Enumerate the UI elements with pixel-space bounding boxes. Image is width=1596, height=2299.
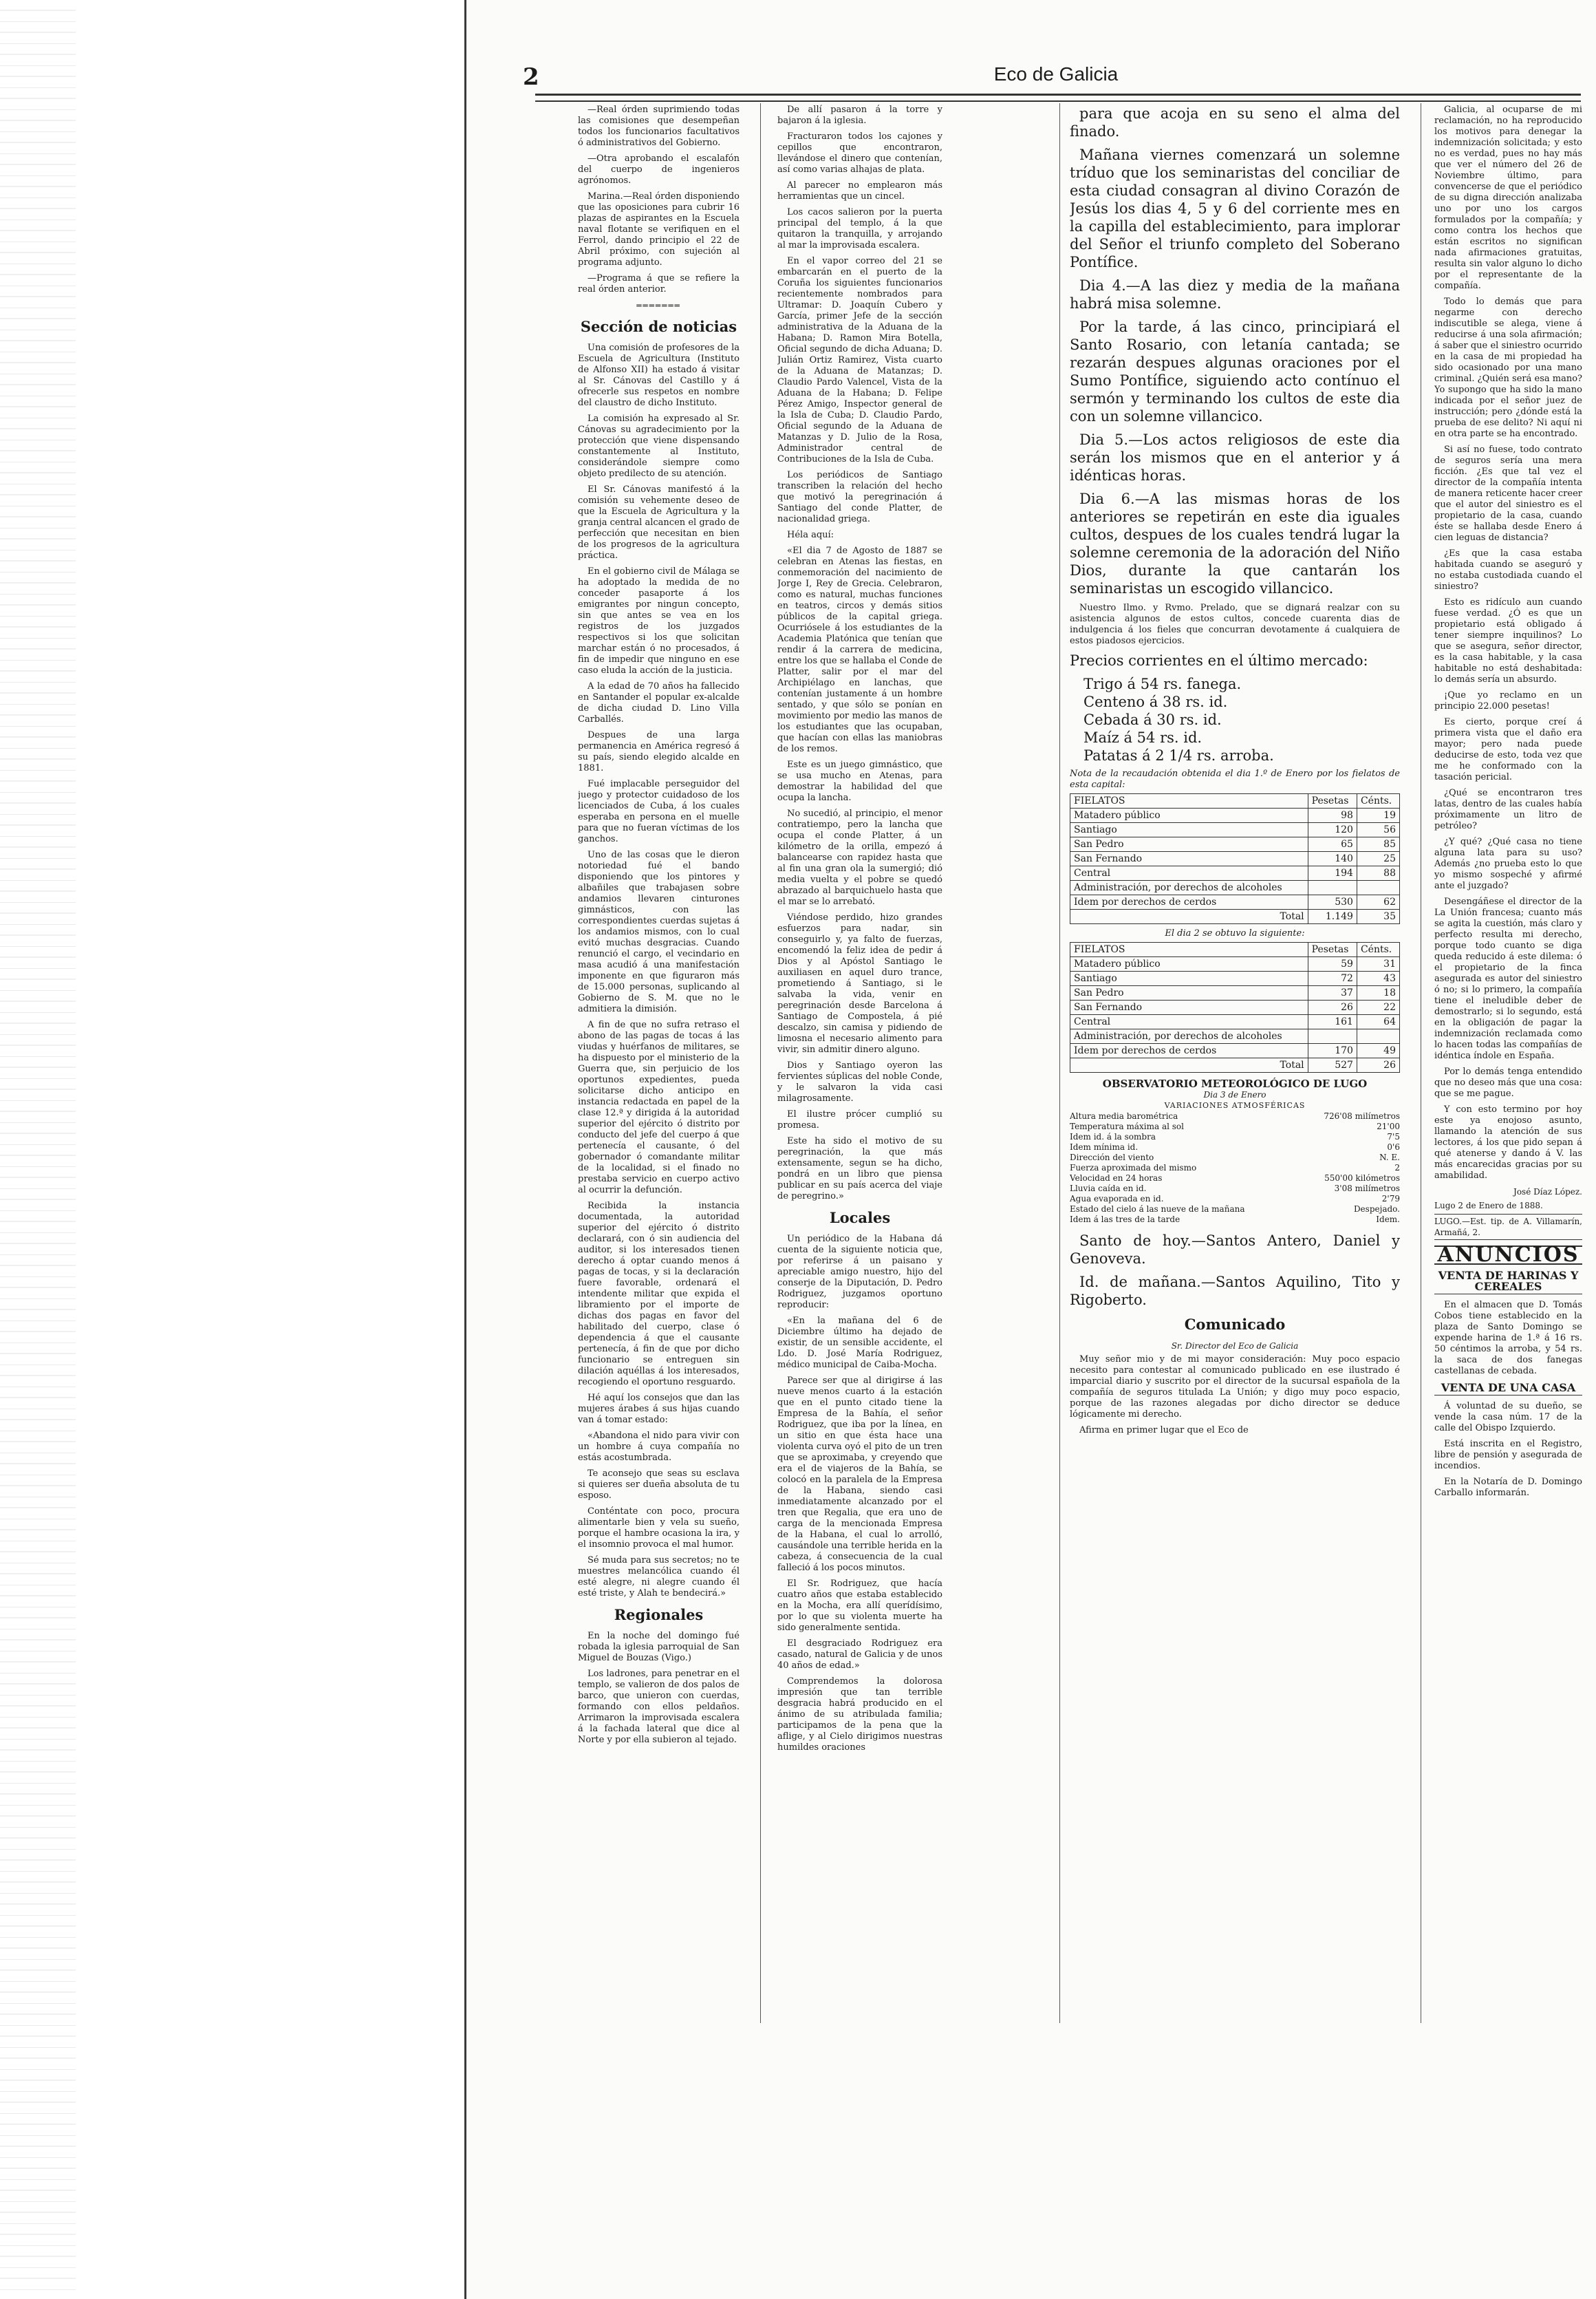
locales-body [777, 1234, 942, 1753]
anuncios-title: ANUNCIOS [1434, 1245, 1582, 1265]
saints-of-day [1070, 1232, 1400, 1309]
paragraph: Afirma en primer lugar que el Eco de [1079, 1425, 1249, 1435]
reading-value: N. E. [1379, 1153, 1400, 1162]
table-cell: 19 [1357, 809, 1399, 823]
ornament-divider: ═══════ [636, 301, 681, 310]
paragraph: De allí pasaron á la torre y bajaron á la iglesia. [777, 105, 942, 126]
observatory-row [1070, 1111, 1400, 1122]
paragraph: Recibida la instancia documentada, la autoridad superior del ejército ó distrito declarará, con ó sin audiencia del auditor, si los interesados tienen derecho á optar cuando menos á pagas de tocas, y si la declaración fuere favorable, ordenará el intendente militar que expida el libramiento por el importe de dichas dos pagas en favor del habilitado del cuerpo, clase ó dependencia á que el causante pertenecía, á fin de que por dicho funcionario se entreguen sin dilación aquéllas á los interesados, recogiendo el oportuno resguardo. [578, 1201, 740, 1387]
table-header: Pesetas [1308, 943, 1357, 957]
prices-title: Precios corrientes en el último mercado: [1070, 652, 1368, 669]
observatory-row [1070, 1173, 1400, 1184]
paragraph: Sé muda para sus secretos; no te muestres melancólica cuando él esté alegre, ni alegre cuando él esté triste, y Alah te bendecirá.» [578, 1555, 740, 1598]
table-cell: 65 [1308, 837, 1357, 852]
table-row [1070, 881, 1400, 895]
paragraph: Está inscrita en el Registro, libre de pensión y asegurada de incendios. [1434, 1439, 1582, 1471]
reading-label: Dirección del viento [1070, 1153, 1154, 1162]
paragraph: En la Notaría de D. Domingo Carballo informarán. [1434, 1477, 1582, 1498]
table-total-row [1070, 910, 1400, 924]
seminary-triduo [1070, 105, 1400, 597]
paragraph: Dia 6.—A las mismas horas de los anteriores se repetirán en este dia iguales cultos, despues de los cuales tendrá lugar la solemne ceremonia de la adoración del Niño Dios, durante la que cantarán los seminaristas un escogido villancico. [1070, 491, 1400, 597]
table-cell: Santiago [1070, 972, 1308, 986]
paragraph: Parece ser que al dirigirse á las nueve menos cuarto á la estación que en el punto citado tiene la Empresa de la Bahía, el señor Rodriguez, que iba por la línea, en un sitio en que ésta hace una violenta curva oyó el pito de un tren que se aproximaba, y creyendo que era el de viajeros de la Bahía, se colocó en la paralela de la Empresa de la Habana, siendo casi inmediatamente alcanzado por el tren que Regalia, que era uno de carga de la mencionada Empresa de la Habana, el cual lo arrolló, causándole una terrible herida en la cabeza, á consecuencia de la cual falleció á los pocos minutos. [777, 1376, 942, 1573]
table-cell: 64 [1357, 1015, 1399, 1029]
column-divider [760, 103, 761, 2023]
santo-manana: Id. de mañana.—Santos Aquilino, Tito y Rigoberto. [1070, 1274, 1400, 1308]
paragraph: Por la tarde, á las cinco, principiará el Santo Rosario, con letanía cantada; se rezarán despues algunas oraciones por el Sumo Pontífice, siguiendo acto contínuo el sermón y terminando los cultos de este dia con un solemne villancico. [1070, 319, 1400, 425]
table-cell [1308, 881, 1357, 895]
paragraph: Por lo demás tenga entendido que no deseo más que una cosa: que se me pague. [1434, 1067, 1582, 1099]
table-cell: San Fernando [1070, 1001, 1308, 1015]
table-row [1070, 1044, 1400, 1058]
table-cell: 170 [1308, 1044, 1357, 1058]
paragraph: Al parecer no emplearon más herramientas que un cincel. [777, 180, 942, 202]
table-header: Pesetas [1308, 794, 1357, 809]
table-cell: 18 [1357, 986, 1399, 1001]
table-row [1070, 895, 1400, 910]
fielatos-note-1: Nota de la recaudación obtenida el dia 1.º de Enero por los fielatos de esta capital: [1070, 769, 1400, 790]
paragraph: «El dia 7 de Agosto de 1887 se celebran en Atenas las fiestas, en conmemoración del nacimiento de Jorge I, Rey de Grecia. Celebraron, como es natural, muchas funciones en teatros, circos y demás sitios públicos de la capital griega. Ocurriósele á los estudiantes de la Academia Platónica que tenían que rendir á la carrera de medicina, entre los que se hallaba el Conde de Platter, salir por el mar del Archipiélago en lanchas, que contenían justamente á un hombre sentado, y que sólo se ponían en movimiento por medio las manos de los estudiantes que las ocupaban, que hacían con ellas las maniobras de los remos. [777, 546, 942, 754]
table-cell: Administración, por derechos de alcoholes [1070, 881, 1308, 895]
paragraph: Despues de una larga permanencia en América regresó á su país, siendo elegido alcalde en 1881. [578, 730, 740, 773]
table-cell: San Pedro [1070, 837, 1308, 852]
fielatos-note-2: El dia 2 se obtuvo la siguiente: [1165, 928, 1305, 939]
table-cell: 72 [1308, 972, 1357, 986]
paragraph: Este es un juego gimnástico, que se usa mucho en Atenas, para demostrar la habilidad del que ocupa la lancha. [777, 760, 942, 803]
paragraph: Conténtate con poco, procura alimentarle bien y vela su sueño, porque el hambre ocasiona la ira, y el insomnio provoca el mal humor. [578, 1506, 740, 1550]
paragraph: El Sr. Rodriguez, que hacía cuatro años que estaba establecido en la Mocha, era allí querídísimo, por lo que su violenta muerte ha sido generalmente sentida. [777, 1579, 942, 1633]
fielatos-table-1 [1070, 793, 1400, 924]
reading-label: Lluvia caída en id. [1070, 1184, 1147, 1193]
table-cell: 62 [1357, 895, 1399, 910]
paragraph: «En la mañana del 6 de Diciembre último ha dejado de existir, de un sensible accidente, el Ldo. D. José María Rodriguez, médico municipal de Caiba-Mocha. [777, 1316, 942, 1370]
scanned-page-edge [0, 0, 76, 2299]
reading-value: 21'00 [1377, 1122, 1400, 1131]
paragraph: Una comisión de profesores de la Escuela de Agricultura (Instituto de Alfonso XII) ha estado á visitar al Sr. Cánovas del Castillo y á ofrecerle sus respetos en nombre del claustro de dicho Instituto. [578, 343, 740, 408]
table-cell: 530 [1308, 895, 1357, 910]
price-item: Centeno á 38 rs. id. [1083, 694, 1228, 710]
table-cell: 37 [1308, 986, 1357, 1001]
paragraph: El Sr. Cánovas manifestó á la comisión su vehemente deseo de que la Escuela de Agricultura y la granja central alcancen el grado de perfección que necesitan en bien de los progresos de la agricultura práctica. [578, 484, 740, 561]
paragraph: En la noche del domingo fué robada la iglesia parroquial de San Miguel de Bouzas (Vigo.) [578, 1631, 740, 1663]
paragraph: ¡Que yo reclamo en un principio 22.000 pesetas! [1434, 690, 1582, 712]
section-title-regionales: Regionales [614, 1606, 704, 1623]
paragraph: Viéndose perdido, hizo grandes esfuerzos para nadar, sin conseguirlo y, ya falto de fuerzas, encomendó la feliz idea de pedir á Dios y al Apóstol Santiago le auxiliasen en aquel duro trance, prometiendo á Santiago, si le salvaba la vida, venir en peregrinación desde Barcelona á Santiago de Compostela, á pié descalzo, sin camisa y pidiendo de limosna el necesario alimento para vivir, sin admitir dinero alguno. [777, 912, 942, 1055]
paragraph: Es cierto, porque creí á primera vista que el daño era mayor; pero nada puede deducirse de esto, toda vez que me he conformado con la tasación pericial. [1434, 717, 1582, 782]
observatory-row [1070, 1153, 1400, 1163]
table-cell [1308, 1029, 1357, 1044]
reading-value: 2'79 [1381, 1194, 1400, 1204]
section-title-comunicado: Comunicado [1184, 1316, 1286, 1333]
table-cell: Matadero público [1070, 957, 1308, 972]
table-cell [1357, 881, 1399, 895]
page-header [523, 63, 1589, 91]
reading-label: Idem á las tres de la tarde [1070, 1215, 1180, 1224]
paragraph: Los cacos salieron por la puerta principal del templo, á la que quitaron la tranquilla, y arrojando al mar la improvisada escalera. [777, 207, 942, 250]
table-cell [1357, 1029, 1399, 1044]
table-row [1070, 837, 1400, 852]
observatory-row [1070, 1194, 1400, 1204]
paragraph: ¿Es que la casa estaba habitada cuando se aseguró y no estaba custodiada cuando el siniestro? [1434, 548, 1582, 592]
table-row [1070, 823, 1400, 837]
column-2 [777, 105, 942, 2018]
reading-value: 2 [1394, 1163, 1400, 1173]
table-cell: 161 [1308, 1015, 1357, 1029]
section-title-noticias: Sección de noticias [580, 318, 737, 335]
header-rule [535, 94, 1581, 102]
reading-value: 7'5 [1387, 1132, 1400, 1142]
paragraph: No sucedió, al principio, el menor contratiempo, pero la lancha que ocupa el conde Platter, á un kilómetro de la orilla, empezó á balancearse con rapidez hasta que al fin una gran ola la sumergió; dió media vuelta y el pobre se quedó abrazado al barquichuelo hasta que el mar se lo arrebató. [777, 809, 942, 907]
paragraph: Fracturaron todos los cajones y cepillos que encontraron, llevándose el dinero que contenían, así como varias alhajas de plata. [777, 131, 942, 175]
price-item: Maíz á 54 rs. id. [1083, 729, 1203, 746]
column-3 [1070, 105, 1400, 2018]
table-cell: 140 [1308, 852, 1357, 866]
noticias-body [578, 343, 740, 1599]
reading-label: Temperatura máxima al sol [1070, 1122, 1184, 1131]
observatory-row [1070, 1215, 1400, 1225]
table-cell: 25 [1357, 852, 1399, 866]
santo-hoy: Santo de hoy.—Santos Antero, Daniel y Genoveva. [1070, 1232, 1400, 1267]
column-2-body [777, 105, 942, 1202]
regionales-body [578, 1631, 740, 1746]
ad-casa-body [1434, 1401, 1582, 1499]
paragraph: En el vapor correo del 21 se embarcarán en el puerto de la Coruña los siguientes funcionarios recientemente nombrados para Ultramar: D. Joaquín Cubero y García, primer Jefe de la sección administrativa de la Aduana de la Habana; D. Ramon Mira Botella, Oficial segundo de dicha Aduana; D. Julián Ortiz Ramirez, Vista cuarto de la Aduana de Matanzas; D. Claudio Pardo Valencel, Vista de la Aduana de la Habana; D. Felipe Pérez Amigo, Inspector general de la Isla de Cuba; D. Claudio Pardo, Oficial segundo de la Aduana de Matanzas y D. Julio de la Rosa, Administrador central de Contribuciones de la Isla de Cuba. [777, 256, 942, 464]
table-header: Cénts. [1357, 943, 1399, 957]
table-row [1070, 1015, 1400, 1029]
column-4 [1434, 105, 1582, 2018]
paragraph: Galicia, al ocuparse de mi reclamación, no ha reproducido los motivos para denegar la indemnización solicitada; y esto no es verdad, pues no hay más que ver el número del 26 de Noviembre último, para convencerse de que el periódico de su digna dirección analizaba uno por uno los cargos formulados por la compañía; y como contra los hechos que están escritos no significan nada afirmaciones gratuitas, resulta sin valor alguno lo dicho por el representante de la compañía. [1434, 105, 1582, 291]
table-cell: Central [1070, 866, 1308, 881]
paragraph: para que acoja en su seno el alma del finado. [1070, 105, 1400, 140]
reading-value: Despejado. [1353, 1204, 1400, 1214]
paragraph: Dios y Santiago oyeron las fervientes súplicas del noble Conde, y le salvaron la vida casi milagrosamente. [777, 1060, 942, 1104]
observatory-row [1070, 1204, 1400, 1215]
paragraph: El ilustre prócer cumplió su promesa. [777, 1109, 942, 1131]
table-cell: Central [1070, 1015, 1308, 1029]
paragraph: Los periódicos de Santiago transcriben la relación del hecho que motivó la peregrinación á Santiago del conde Platter, de nacionalidad griega. [777, 470, 942, 524]
paragraph: El desgraciado Rodriguez era casado, natural de Galicia y de unos 40 años de edad.» [777, 1638, 942, 1671]
masthead-title: Eco de Galicia [993, 63, 1119, 85]
table-cell: 59 [1308, 957, 1357, 972]
paragraph: Mañana viernes comenzará un solemne tríduo que los seminaristas del conciliar de esta ciudad consagran al divino Corazón de Jesús los dias 4, 5 y 6 del corriente mes en la capilla del establecimiento, para implorar del Señor el triunfo completo del Soberano Pontífice. [1070, 147, 1400, 270]
paragraph: Muy señor mio y de mi mayor consideración: Muy poco espacio necesito para contestar al comunicado publicado en ese ilustrado é imparcial diario y suscrito por el director de la sucursal española de la compañía de seguros titulada La Unión; y digo muy poco espacio, porque de las razones alegadas por dicho director se deduce lógicamente mi derecho. [1070, 1354, 1400, 1420]
table-cell: 35 [1357, 910, 1399, 924]
section-title-locales: Locales [829, 1209, 891, 1226]
column-divider [1059, 103, 1060, 2023]
official-notices [578, 105, 740, 295]
page-number: 2 [523, 63, 539, 91]
paragraph: Los ladrones, para penetrar en el templo, se valieron de dos palos de barco, que unieron con cuerdas, formando con ellos peldaños. Arrimaron la improvisada escalera á la fachada lateral que dice al Norte y por ella subieron al tejado. [578, 1669, 740, 1745]
paragraph: A la edad de 70 años ha fallecido en Santander el popular ex-alcalde de dicha ciudad D. Lino Villa Carballés. [578, 681, 740, 725]
observatory-row [1070, 1184, 1400, 1194]
observatory-title: OBSERVATORIO METEOROLÓGICO DE LUGO [1102, 1078, 1368, 1090]
table-cell: Matadero público [1070, 809, 1308, 823]
paragraph: Todo lo demás que para negarme con derecho indiscutible se alega, viene á reducirse á una sola afirmación; á saber que el siniestro ocurrido en la casa de mi propiedad ha sido ocasionado por una mano criminal. ¿Quién será esa mano? Yo supongo que ha sido la mano indicada por el señor juez de instrucción; pero ¿dónde está la prueba de ese delito? Ni aquí ni en otra parte se ha encontrado. [1434, 297, 1582, 439]
table-cell: 26 [1357, 1058, 1399, 1073]
paragraph: Héla aquí: [787, 530, 834, 540]
paragraph: ¿Qué se encontraron tres latas, dentro de las cuales había próximamente un litro de petróleo? [1434, 788, 1582, 831]
table-row [1070, 852, 1400, 866]
table-cell: 43 [1357, 972, 1399, 986]
paragraph: Y con esto termino por hoy este ya enojoso asunto, llamando la atención de sus lectores, á los que pido sepan á qué atenerse y dando á V. las más encarecidas gracias por su amabilidad. [1434, 1104, 1582, 1181]
table-header: FIELATOS [1070, 943, 1308, 957]
table-cell: Santiago [1070, 823, 1308, 837]
table-row [1070, 809, 1400, 823]
paragraph: Fué implacable perseguidor del juego y protector cuidadoso de los licenciados de Cuba, á los cuales esperaba en persona en el muelle para que no fueran víctimas de los ganchos. [578, 779, 740, 844]
paragraph: Este ha sido el motivo de su peregrinación, la que más extensamente, segun se ha dicho, pondrá en un libro que piensa publicar en su país acerca del viaje de peregrino.» [777, 1136, 942, 1201]
table-cell: 120 [1308, 823, 1357, 837]
paragraph: Desengáñese el director de la La Unión francesa; cuanto más se agita la cuestión, más claro y perfecto resulta mi derecho, porque todo cuanto se diga queda reducido á este dilema: ó el propietario de la finca asegurada es autor del siniestro ó no; si lo primero, la compañía tiene el ineludible deber de demostrarlo; si lo segundo, está en la obligación de pagar la indemnización reclamada como lo hacen todas las compañías de idéntica índole en España. [1434, 897, 1582, 1061]
dateline: Lugo 2 de Enero de 1888. [1434, 1201, 1543, 1210]
printer-line: LUGO.—Est. tip. de A. Villamarín, Armañá, 2. [1434, 1214, 1582, 1240]
table-cell: 22 [1357, 1001, 1399, 1015]
table-row [1070, 986, 1400, 1001]
observatory-row [1070, 1132, 1400, 1142]
comunicado-body [1070, 1354, 1400, 1436]
reading-label: Agua evaporada en id. [1070, 1194, 1164, 1204]
table-cell: San Pedro [1070, 986, 1308, 1001]
table-cell: 1.149 [1308, 910, 1357, 924]
observatory-subtitle: VARIACIONES ATMOSFÉRICAS [1164, 1101, 1306, 1110]
observatory-date: Dia 3 de Enero [1203, 1090, 1266, 1100]
table-cell: Total [1070, 910, 1308, 924]
prelate-notice: Nuestro Ilmo. y Rvmo. Prelado, que se dignará realzar con su asistencia algunos de estos cultos, concede cuarenta dias de indulgencia á los fieles que concurran devotamente á cualquiera de estos piadosos ejercicios. [1070, 603, 1400, 646]
paragraph: —Real órden suprimiendo todas las comisiones que desempeñan todos los funcionarios facultativos ó administrativos del Gobierno. [578, 105, 740, 148]
table-row [1070, 866, 1400, 881]
price-item: Cebada á 30 rs. id. [1083, 712, 1222, 728]
comunicado-continuation [1434, 105, 1582, 1181]
observatory-readings [1070, 1111, 1400, 1225]
table-row [1070, 1029, 1400, 1044]
table-cell: Idem por derechos de cerdos [1070, 1044, 1308, 1058]
paragraph: Un periódico de la Habana dá cuenta de la siguiente noticia que, por referirse á un paisano y apreciable amigo nuestro, hijo del conserje de la Diputación, D. Pedro Rodriguez, juzgamos oportuno reproducir: [777, 1234, 942, 1310]
table-cell: 56 [1357, 823, 1399, 837]
paragraph: Si así no fuese, todo contrato de seguros sería una mera ficción. ¿Es que tal vez el director de la compañía intenta de manera reticente hacer creer que el autor del siniestro es el propietario de la casa, cuando éste se hallaba desde Enero á cien leguas de distancia? [1434, 445, 1582, 543]
column-1 [578, 105, 740, 2018]
table-cell: Total [1070, 1058, 1308, 1073]
reading-label: Velocidad en 24 horas [1070, 1173, 1163, 1183]
table-cell: 26 [1308, 1001, 1357, 1015]
table-cell: 527 [1308, 1058, 1357, 1073]
paragraph: La comisión ha expresado al Sr. Cánovas su agradecimiento por la protección que viene dispensando constantemente al Instituto, considerándole siempre como objeto predilecto de su atención. [578, 414, 740, 479]
reading-label: Estado del cielo á las nueve de la mañana [1070, 1204, 1245, 1214]
comunicado-addressee: Sr. Director del Eco de Galicia [1171, 1341, 1299, 1351]
reading-value: 3'08 milímetros [1334, 1184, 1400, 1193]
table-cell: Idem por derechos de cerdos [1070, 895, 1308, 910]
ad-harinas-title: VENTA DE HARINAS Y CEREALES [1434, 1270, 1582, 1294]
reading-label: Altura media barométrica [1070, 1111, 1178, 1121]
price-item: Trigo á 54 rs. fanega. [1083, 676, 1242, 692]
paragraph: —Otra aprobando el escalafón del cuerpo de ingenieros agrónomos. [578, 153, 740, 186]
table-cell: Administración, por derechos de alcoholes [1070, 1029, 1308, 1044]
table-cell: 88 [1357, 866, 1399, 881]
signature: José Díaz López. [1513, 1187, 1582, 1197]
paragraph: Esto es ridículo aun cuando fuese verdad. ¿Ó es que un propietario está obligado á tener siempre inquilinos? Lo que se asegura, señor director, es la casa habitable, y la casa habitable no está deshabitada: lo demás sería un absurdo. [1434, 597, 1582, 685]
observatory-row [1070, 1122, 1400, 1132]
table-cell: 194 [1308, 866, 1357, 881]
reading-label: Fuerza aproximada del mismo [1070, 1163, 1197, 1173]
reading-value: 726'08 milímetros [1324, 1111, 1400, 1121]
ad-harinas-text: En el almacen que D. Tomás Cobos tiene establecido en la plaza de Santo Domingo se expende harina de 1.ª á 16 rs. 50 céntimos la arroba, y 54 rs. la saca de dos fanegas castellanas de cebada. [1434, 1300, 1582, 1376]
paragraph: ¿Y qué? ¿Qué casa no tiene alguna lata para su uso? Además ¿no prueba esto lo que yo mismo sospeché y afirmé ante el juzgado? [1434, 837, 1582, 891]
paragraph: —Programa á que se refiere la real órden anterior. [578, 273, 740, 295]
table-cell: 49 [1357, 1044, 1399, 1058]
reading-value: 0'6 [1387, 1142, 1400, 1152]
table-row [1070, 957, 1400, 972]
table-row [1070, 1001, 1400, 1015]
table-header: FIELATOS [1070, 794, 1308, 809]
table-row [1070, 972, 1400, 986]
paragraph: Dia 5.—Los actos religiosos de este dia serán los mismos que en el anterior y á idénticas horas. [1070, 431, 1400, 484]
market-prices [1070, 652, 1400, 764]
reading-value: 550'00 kilómetros [1324, 1173, 1400, 1183]
observatory-row [1070, 1142, 1400, 1153]
price-item: Patatas á 2 1/4 rs. arroba. [1083, 747, 1274, 764]
reading-label: Idem id. á la sombra [1070, 1132, 1156, 1142]
paragraph: «Abandona el nido para vivir con un hombre á cuya compañía no estás acostumbrada. [578, 1431, 740, 1463]
paragraph: Uno de las cosas que le dieron notoriedad fué el bando disponiendo que los pintores y albañiles que trabajasen sobre andamios llevaren cinturones gimnásticos, con las correspondientes cuerdas sujetas á los andamios mismos, con lo cual evitó muchas desgracias. Cuando renunció el cargo, el vecindario en masa acudió á una manifestación imponente en que figuraron más de 15.000 personas, suplicando al Gobierno de S. M. que no le admitiera la dimisión. [578, 850, 740, 1014]
reading-label: Idem mínima id. [1070, 1142, 1139, 1152]
observatory-row [1070, 1163, 1400, 1173]
table-cell: 31 [1357, 957, 1399, 972]
reading-value: Idem. [1376, 1215, 1400, 1224]
table-header: Cénts. [1357, 794, 1399, 809]
table-cell: 98 [1308, 809, 1357, 823]
paragraph: Á voluntad de su dueño, se vende la casa núm. 17 de la calle del Obispo Izquierdo. [1434, 1401, 1582, 1433]
paragraph: Hé aquí los consejos que dan las mujeres árabes á sus hijas cuando van á tomar estado: [578, 1393, 740, 1425]
table-cell: San Fernando [1070, 852, 1308, 866]
paragraph: Comprendemos la dolorosa impresión que tan terrible desgracia habrá producido en el ánimo de su atribulada familia; participamos de la pena que la aflige, y al Cielo dirigimos nuestras humildes oraciones [777, 1676, 942, 1753]
paragraph: Te aconsejo que seas su esclava si quieres ser dueña absoluta de tu esposo. [578, 1468, 740, 1501]
paragraph: Dia 4.—A las diez y media de la mañana habrá misa solemne. [1070, 277, 1400, 312]
fielatos-table-2 [1070, 942, 1400, 1073]
paragraph: En el gobierno civil de Málaga se ha adoptado la medida de no conceder pasaporte á los emigrantes por ningun concepto, sin que antes se vea en los registros de los juzgados respectivos si los que solicitan marchar están ó no procesados, á fin de impedir que ninguno en ese caso eluda la acción de la justicia. [578, 566, 740, 676]
ad-casa-title: VENTA DE UNA CASA [1434, 1382, 1582, 1396]
table-cell: 85 [1357, 837, 1399, 852]
paragraph: Marina.—Real órden disponiendo que las oposiciones para cubrir 16 plazas de aspirantes en la Escuela naval flotante se verifiquen en el Ferrol, dando principio el 22 de Abril próximo, con sujeción al programa adjunto. [578, 191, 740, 268]
paragraph: A fin de que no sufra retraso el abono de las pagas de tocas á las viudas y huérfanos de militares, se ha dispuesto por el ministerio de la Guerra que, sin perjuicio de los oportunos expedientes, pueda solicitarse dicho anticipo en instancia redactada en papel de la clase 12.ª y dirigida á la autoridad superior del ejército ó distrito por conducto del jefe del cuerpo á que pertenecía el causante, ó del gobernador ó comandante militar de la localidad, si el finado no prestaba servicio en cuerpo activo al ocurrir la defunción. [578, 1020, 740, 1195]
table-total-row [1070, 1058, 1400, 1073]
